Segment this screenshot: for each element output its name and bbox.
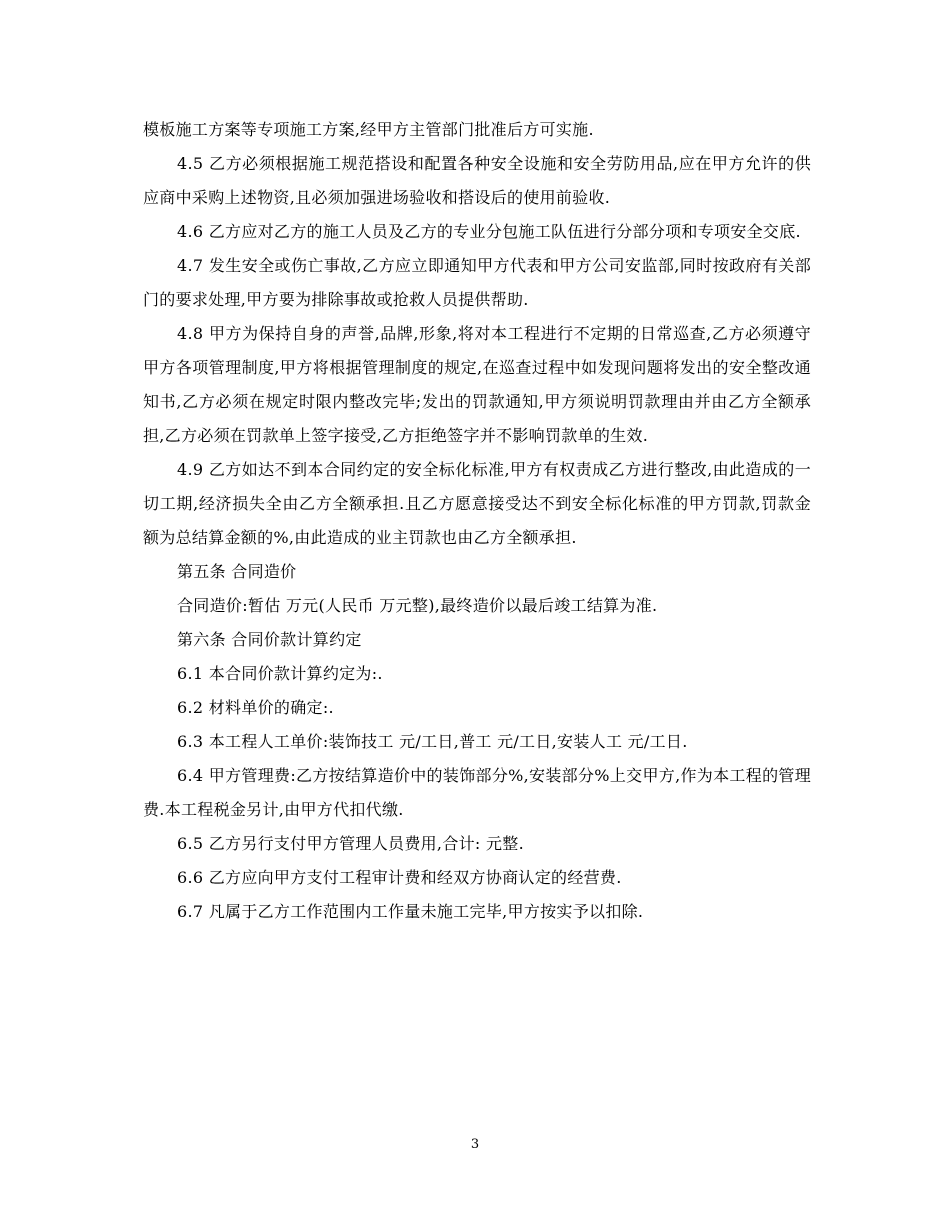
paragraph-continuation: 模板施工方案等专项施工方案,经甲方主管部门批准后方可实施. bbox=[143, 120, 594, 139]
section-heading-article-5: 第五条 合同造价 bbox=[177, 562, 297, 581]
document-body bbox=[143, 113, 811, 929]
paragraph-clause-4-9: 4.9 乙方如达不到本合同约定的安全标化标准,甲方有权责成乙方进行整改,由此造成的一切工期,经济损失全由乙方全额承担.且乙方愿意接受达不到安全标化标准的甲方罚款,罚款金额为总结算金额的%,由此造成的业主罚款也由乙方全额承担. bbox=[143, 460, 811, 547]
paragraph-clause-4-8: 4.8 甲方为保持自身的声誉,品牌,形象,将对本工程进行不定期的日常巡查,乙方必须遵守甲方各项管理制度,甲方将根据管理制度的规定,在巡查过程中如发现问题将发出的安全整改通知书,乙方必须在规定时限内整改完毕;发出的罚款通知,甲方须说明罚款理由并由乙方全额承担,乙方必须在罚款单上签字接受,乙方拒绝签字并不影响罚款单的生效. bbox=[143, 324, 811, 445]
paragraph-clause-4-5: 4.5 乙方必须根据施工规范搭设和配置各种安全设施和安全劳防用品,应在甲方允许的供应商中采购上述物资,且必须加强进场验收和搭设后的使用前验收. bbox=[143, 154, 811, 207]
paragraph-clause-6-3: 6.3 本工程人工单价:装饰技工 元/工日,普工 元/工日,安装人工 元/工日. bbox=[177, 732, 688, 751]
paragraph-clause-6-2: 6.2 材料单价的确定:. bbox=[177, 698, 334, 717]
paragraph-contract-price: 合同造价:暂估 万元(人民币 万元整),最终造价以最后竣工结算为准. bbox=[177, 596, 658, 615]
paragraph-clause-6-7: 6.7 凡属于乙方工作范围内工作量未施工完毕,甲方按实予以扣除. bbox=[177, 902, 644, 921]
paragraph-clause-6-1: 6.1 本合同价款计算约定为:. bbox=[177, 664, 383, 683]
paragraph-clause-6-4: 6.4 甲方管理费:乙方按结算造价中的装饰部分%,安装部分%上交甲方,作为本工程的管理费.本工程税金另计,由甲方代扣代缴. bbox=[143, 766, 811, 819]
paragraph-clause-4-7: 4.7 发生安全或伤亡事故,乙方应立即通知甲方代表和甲方公司安监部,同时按政府有关部门的要求处理,甲方要为排除事故或抢救人员提供帮助. bbox=[143, 256, 811, 309]
section-heading-article-6: 第六条 合同价款计算约定 bbox=[177, 630, 362, 649]
paragraph-clause-6-5: 6.5 乙方另行支付甲方管理人员费用,合计: 元整. bbox=[177, 834, 524, 853]
paragraph-clause-6-6: 6.6 乙方应向甲方支付工程审计费和经双方协商认定的经营费. bbox=[177, 868, 622, 887]
page-number: 3 bbox=[470, 1137, 480, 1152]
paragraph-clause-4-6: 4.6 乙方应对乙方的施工人员及乙方的专业分包施工队伍进行分部分项和专项安全交底. bbox=[177, 222, 801, 241]
